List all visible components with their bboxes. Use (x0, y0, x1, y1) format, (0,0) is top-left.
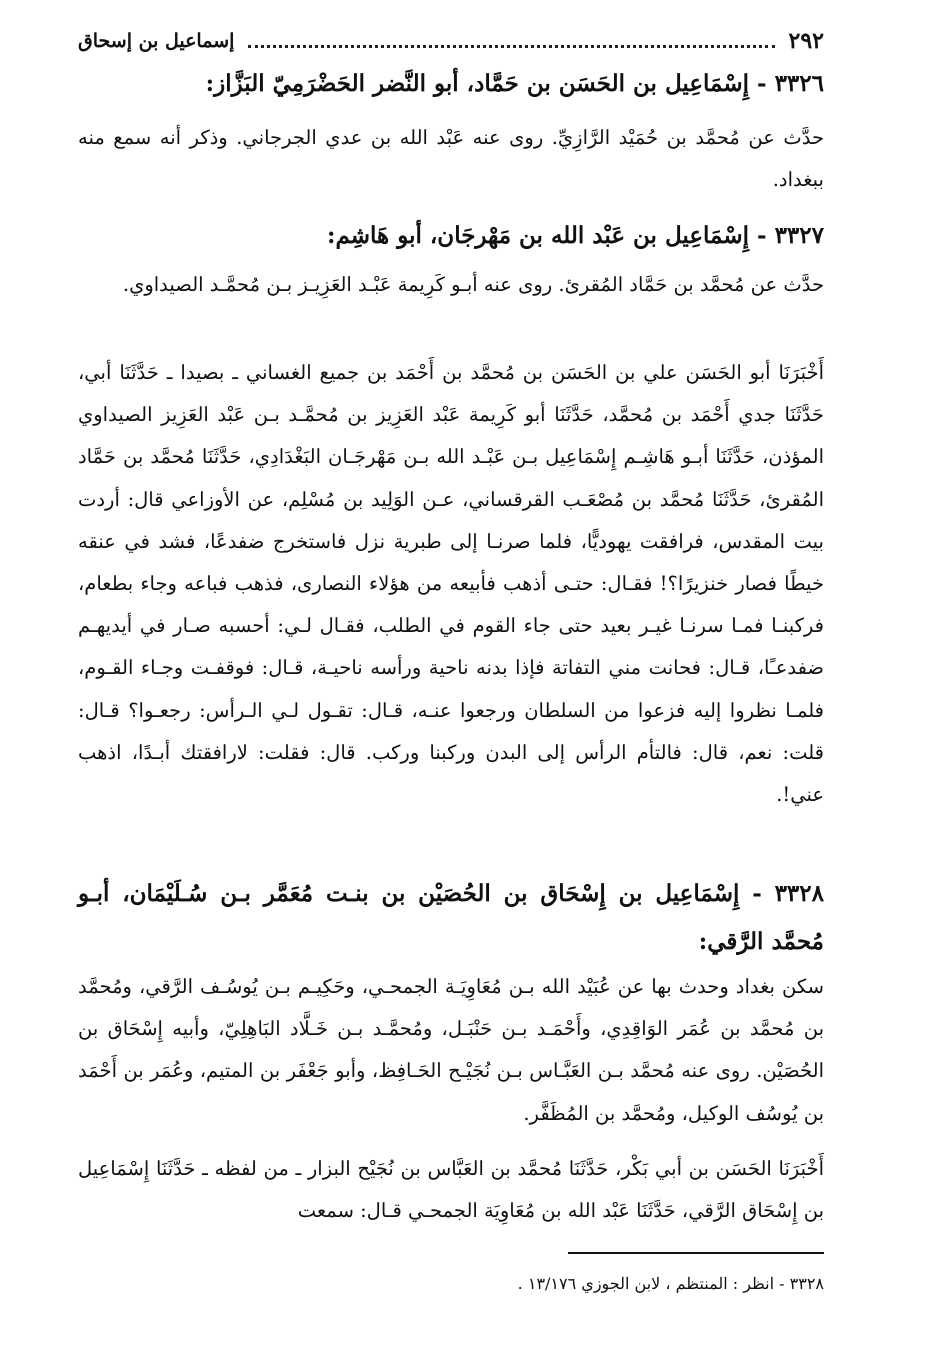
footnote-divider (568, 1252, 824, 1254)
running-header (78, 24, 824, 58)
page-number: ٢٩٢ (788, 28, 824, 54)
entry-3326-title: ٣٣٢٦ - إِسْمَاعِيل بن الحَسَن بن حَمَّاد، أبو النَّضر الحَضْرَمِيّ البَزَّاز: (205, 70, 824, 97)
entry-3326-text: حدَّث عن مُحمَّد بن حُمَيْد الرَّازِيِّ. روى عنه عَبْد الله بن عدي الجرجاني. وذكر أنه سمع منه ببغداد. (78, 126, 824, 192)
entry-3327-title: ٣٣٢٧ - إِسْمَاعِيل بن عَبْد الله بن مَهْرجَان، أبو هَاشِم: (326, 222, 824, 249)
footnote: ٣٣٢٨ - انظر : المنتظم ، لابن الجوزي ١٣/١٧٦ . (517, 1274, 824, 1293)
entry-3327-narration: أَخْبَرَنَا أبو الحَسَن علي بن الحَسَن بن مُحمَّد بن أَحْمَد بن جميع الغساني ـ بصيدا ـ حَدَّثَنَا أبي، حَدَّثَنَا جدي أَحْمَد بن مُحمَّد، حَدَّثَنَا أبو كَرِيمة عَبْد العَزِيز بن مُحمَّـد بـن عَبْد العَزِيز الصيداوي المؤذن، حَدَّثَنَا أبـو هَاشِـم إِسْمَاعِيل بـن عَبْـد الله بـن مَهْرجَـان البَغْدَادِي، حَدَّثَنَا مُحمَّد بن حَمَّاد المُقرئ، حَدَّثَنَا مُحمَّد بن مُصْعَـب القرقساني، عـن الوَلِيد بن مُسْلِم، عن الأوزاعي قال: أردت بيت المقدس، فرافقت يهوديًّا، فلما صرنـا إلى طبرية نزل فاستخرج ضفدعًا، فشد في عنقه خيطًا فصار خنزيرًا؟! فقـال: حتـى أذهب فأبيعه من هؤلاء النصارى، فذهب فباعه وجاء بطعام، فركبنـا فمـا سرنـا غيـر بعيد حتى جاء القوم في الطلب، فقـال لـي: أحسبه صـار في أيديهـم ضفدعـًا، قـال: فحانت مني التفاتة فإذا بدنه ناحية ورأسه ناحيـة، قـال: فوقفـت وجـاء القـوم، فلمـا نظروا إليه فزعوا من السلطان ورجعوا عنـه، قـال: تقـول لـي الـرأس: رجعـوا؟ قـال: قلت: نعم، قال: فالتأم الرأس إلى البدن وركبنا وركب. قال: فقلت: لارافقتك أبـدًا، اذهب عني!. (78, 361, 824, 807)
entry-3328-title: ٣٣٢٨ - إِسْمَاعِيل بن إِسْحَاق بن الحُصَيْن بن بنـت مُعَمَّر بـن سُـلَيْمَان، أبـو مُحمَّد الرَّقي: (78, 880, 824, 955)
entry-3327-text: حدَّث عن مُحمَّد بن حَمَّاد المُقرئ. روى عنه أبـو كَرِيمة عَبْـد العَزِيـز بـن مُحمَّـد الصيداوي. (122, 273, 824, 296)
entry-3328-text: سكن بغداد وحدث بها عن عُبَيْد الله بـن مُعَاوِيَـة الجمحـي، وحَكِيـم بـن يُوسُـف الرَّقي، ومُحمَّد بن مُحمَّد بن عُمَر الوَاقِدِي، وأَحْمَـد بـن حَنْبَـل، ومُحمَّـد بـن خَـلَّاد البَاهِلِيّ، وأبيه إِسْحَاق بن الحُصَيْن. روى عنه مُحمَّد بـن العَبَّـاس بـن نُجَيْـح الحَـافِظ، وأبو جَعْفَر بن المتيم، وعُمَر بن أَحْمَد بن يُوسُف الوكيل، ومُحمَّد بن المُظَفَّر. (78, 975, 824, 1125)
running-title: إسماعيل بن إسحاق (78, 30, 235, 52)
entry-3328-narration: أَخْبَرَنَا الحَسَن بن أبي بَكْر، حَدَّثَنَا مُحمَّد بن العَبَّاس بن نُجَيْح البزار ـ من لفظه ـ حَدَّثَنَا إِسْمَاعِيل بن إِسْحَاق الرَّقي، حَدَّثَنَا عَبْد الله بن مُعَاوِيَة الجمحـي قـال: سمعت (78, 1157, 824, 1223)
header-dotted-leader (248, 45, 774, 48)
book-page (78, 0, 824, 1362)
